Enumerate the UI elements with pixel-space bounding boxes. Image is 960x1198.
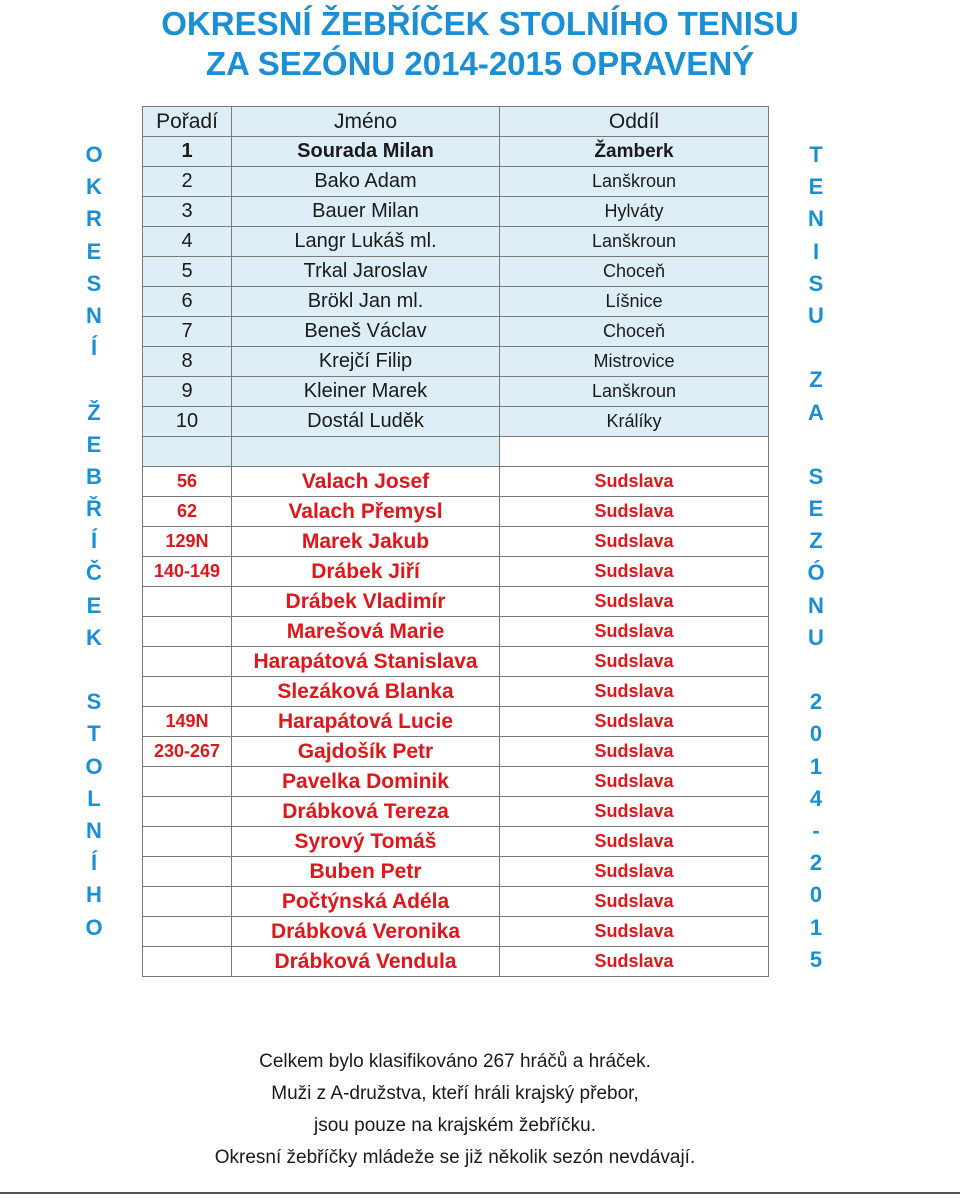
name-cell: Drábková Tereza — [232, 797, 500, 827]
right-vertical-caption — [796, 139, 836, 976]
table-row — [143, 407, 769, 437]
header-rank: Pořadí — [143, 107, 232, 137]
right-caption-letter: 2 — [809, 689, 823, 715]
right-caption-letter: S — [808, 270, 824, 296]
right-caption-letter: U — [808, 624, 824, 650]
name-cell: Bako Adam — [232, 167, 500, 197]
rank-cell: 149N — [143, 707, 232, 737]
table-row — [143, 287, 769, 317]
club-cell: Sudslava — [500, 737, 769, 767]
table-row-highlighted — [143, 917, 769, 947]
right-caption-letter: E — [808, 174, 824, 200]
table-row-highlighted — [143, 557, 769, 587]
name-cell: Beneš Václav — [232, 317, 500, 347]
left-caption-letter: N — [86, 302, 102, 328]
table-row — [143, 377, 769, 407]
name-cell: Dostál Luděk — [232, 407, 500, 437]
footer-note-1: Celkem bylo klasifikováno 267 hráčů a hráček. — [259, 1051, 651, 1072]
right-caption-letter: 5 — [809, 946, 823, 972]
club-cell: Sudslava — [500, 767, 769, 797]
left-caption-letter: Í — [90, 850, 98, 876]
header-club: Oddíl — [500, 107, 769, 137]
rank-cell: 3 — [143, 197, 232, 227]
table-row — [143, 137, 769, 167]
rank-cell: 230-267 — [143, 737, 232, 767]
right-caption-letter: 4 — [809, 785, 823, 811]
left-caption-letter: H — [86, 882, 102, 908]
club-cell: Sudslava — [500, 947, 769, 977]
right-caption-letter: N — [808, 206, 824, 232]
left-caption-letter: T — [87, 721, 101, 747]
rank-cell — [143, 437, 232, 467]
club-cell: Sudslava — [500, 827, 769, 857]
club-cell: Sudslava — [500, 887, 769, 917]
right-caption-letter: I — [812, 238, 820, 264]
rank-cell: 129N — [143, 527, 232, 557]
name-cell: Drábková Vendula — [232, 947, 500, 977]
table-row-highlighted — [143, 827, 769, 857]
name-cell: Sourada Milan — [232, 137, 500, 167]
left-caption-letter: K — [86, 624, 102, 650]
right-caption-letter: 2 — [809, 850, 823, 876]
table-row-highlighted — [143, 617, 769, 647]
right-caption-letter: N — [808, 592, 824, 618]
club-cell: Hylváty — [500, 197, 769, 227]
rank-cell: 2 — [143, 167, 232, 197]
header-name: Jméno — [232, 107, 500, 137]
rank-cell — [143, 947, 232, 977]
table-row-highlighted — [143, 887, 769, 917]
left-caption-letter: L — [87, 785, 101, 811]
rank-cell — [143, 677, 232, 707]
left-caption-letter: O — [85, 914, 103, 940]
table-row-highlighted — [143, 767, 769, 797]
footer-note-2: Muži z A-družstva, kteří hráli krajský přebor, — [271, 1083, 639, 1104]
club-cell: Sudslava — [500, 497, 769, 527]
rank-cell — [143, 647, 232, 677]
right-caption-letter: S — [808, 463, 824, 489]
club-cell: Sudslava — [500, 917, 769, 947]
club-cell: Žamberk — [500, 137, 769, 167]
table-row-highlighted — [143, 707, 769, 737]
name-cell: Valach Josef — [232, 467, 500, 497]
rank-cell — [143, 857, 232, 887]
rank-cell: 9 — [143, 377, 232, 407]
name-cell: Drábková Veronika — [232, 917, 500, 947]
club-cell: Králíky — [500, 407, 769, 437]
right-caption-letter: - — [812, 817, 820, 843]
table-row-highlighted — [143, 647, 769, 677]
ranking-table — [142, 106, 769, 977]
rank-cell: 5 — [143, 257, 232, 287]
club-cell: Sudslava — [500, 587, 769, 617]
club-cell: Choceň — [500, 317, 769, 347]
right-caption-letter — [796, 332, 836, 364]
left-caption-letter: O — [85, 142, 103, 167]
rank-cell: 8 — [143, 347, 232, 377]
right-caption-letter: Z — [809, 528, 823, 554]
name-cell: Bauer Milan — [232, 197, 500, 227]
rank-cell — [143, 797, 232, 827]
club-cell: Mistrovice — [500, 347, 769, 377]
name-cell: Krejčí Filip — [232, 347, 500, 377]
left-caption-letter: R — [86, 206, 102, 232]
club-cell: Sudslava — [500, 677, 769, 707]
name-cell: Kleiner Marek — [232, 377, 500, 407]
footer-note-4: Okresní žebříčky mládeže se již několik sezón nevdávají. — [214, 1147, 696, 1168]
right-caption-letter: A — [808, 399, 824, 425]
name-cell: Drábek Jiří — [232, 557, 500, 587]
name-cell: Langr Lukáš ml. — [232, 227, 500, 257]
name-cell: Marek Jakub — [232, 527, 500, 557]
club-cell: Sudslava — [500, 707, 769, 737]
rank-cell: 10 — [143, 407, 232, 437]
name-cell: Počtýnská Adéla — [232, 887, 500, 917]
name-cell: Marešová Marie — [232, 617, 500, 647]
name-cell: Pavelka Dominik — [232, 767, 500, 797]
table-header-row — [143, 107, 769, 137]
club-cell: Choceň — [500, 257, 769, 287]
left-caption-letter: E — [86, 431, 102, 457]
table-row — [143, 197, 769, 227]
rank-cell: 140-149 — [143, 557, 232, 587]
club-cell: Sudslava — [500, 797, 769, 827]
rank-cell — [143, 587, 232, 617]
right-caption-letter — [796, 429, 836, 461]
club-cell: Lanškroun — [500, 227, 769, 257]
right-caption-letter: Z — [809, 367, 823, 393]
rank-cell — [143, 917, 232, 947]
club-cell: Líšnice — [500, 287, 769, 317]
name-cell: Valach Přemysl — [232, 497, 500, 527]
rank-cell: 56 — [143, 467, 232, 497]
club-cell — [500, 437, 769, 467]
table-row-highlighted — [143, 947, 769, 977]
left-caption-letter: Ž — [87, 399, 101, 425]
name-cell: Drábek Vladimír — [232, 587, 500, 617]
left-caption-letter: Í — [90, 335, 98, 361]
table-row-highlighted — [143, 797, 769, 827]
left-caption-letter: O — [85, 753, 103, 779]
left-caption-letter: K — [86, 174, 102, 200]
title-line-2: ZA SEZÓNU 2014-2015 OPRAVENÝ — [205, 45, 755, 82]
rank-cell: 6 — [143, 287, 232, 317]
rank-cell: 7 — [143, 317, 232, 347]
club-cell: Lanškroun — [500, 377, 769, 407]
left-caption-letter: E — [86, 592, 102, 618]
table-row — [143, 257, 769, 287]
name-cell: Gajdošík Petr — [232, 737, 500, 767]
left-caption-letter: Ř — [86, 496, 102, 522]
table-row-highlighted — [143, 737, 769, 767]
name-cell — [232, 437, 500, 467]
right-caption-letter: 0 — [809, 882, 823, 908]
right-caption-letter: T — [809, 142, 823, 167]
club-cell: Sudslava — [500, 617, 769, 647]
left-caption-letter: E — [86, 238, 102, 264]
right-caption-letter: 1 — [809, 753, 823, 779]
club-cell: Sudslava — [500, 467, 769, 497]
name-cell: Brökl Jan ml. — [232, 287, 500, 317]
left-caption-letter: B — [86, 463, 102, 489]
left-caption-letter: Č — [86, 560, 102, 586]
name-cell: Trkal Jaroslav — [232, 257, 500, 287]
left-vertical-caption — [74, 139, 114, 944]
club-cell: Sudslava — [500, 647, 769, 677]
left-caption-letter: S — [86, 689, 102, 715]
left-caption-letter: N — [86, 817, 102, 843]
club-cell: Sudslava — [500, 527, 769, 557]
table-row-highlighted — [143, 857, 769, 887]
right-caption-letter: 0 — [809, 721, 823, 747]
rank-cell: 62 — [143, 497, 232, 527]
right-caption-letter: Ó — [807, 560, 825, 586]
table-spacer-row — [143, 437, 769, 467]
table-row-highlighted — [143, 467, 769, 497]
club-cell: Sudslava — [500, 557, 769, 587]
rank-cell: 4 — [143, 227, 232, 257]
name-cell: Slezáková Blanka — [232, 677, 500, 707]
left-caption-letter — [74, 654, 114, 686]
name-cell: Buben Petr — [232, 857, 500, 887]
right-caption-letter: E — [808, 496, 824, 522]
name-cell: Syrový Tomáš — [232, 827, 500, 857]
right-caption-letter: 1 — [809, 914, 823, 940]
table-row — [143, 167, 769, 197]
left-caption-letter: S — [86, 270, 102, 296]
table-row — [143, 227, 769, 257]
table-row-highlighted — [143, 497, 769, 527]
table-row-highlighted — [143, 677, 769, 707]
club-cell: Sudslava — [500, 857, 769, 887]
table-row-highlighted — [143, 527, 769, 557]
right-caption-letter: U — [808, 302, 824, 328]
table-row — [143, 347, 769, 377]
footer-note-3: jsou pouze na krajském žebříčku. — [314, 1115, 596, 1136]
rank-cell — [143, 887, 232, 917]
rank-cell — [143, 767, 232, 797]
left-caption-letter — [74, 364, 114, 396]
title-line-1: OKRESNÍ ŽEBŘÍČEK STOLNÍHO TENISU — [161, 5, 799, 42]
rank-cell — [143, 617, 232, 647]
rank-cell: 1 — [143, 137, 232, 167]
bottom-rule — [0, 1192, 960, 1194]
right-caption-letter — [796, 654, 836, 686]
table-row — [143, 317, 769, 347]
club-cell: Lanškroun — [500, 167, 769, 197]
name-cell: Harapátová Lucie — [232, 707, 500, 737]
left-caption-letter: Í — [90, 528, 98, 554]
table-row-highlighted — [143, 587, 769, 617]
rank-cell — [143, 827, 232, 857]
name-cell: Harapátová Stanislava — [232, 647, 500, 677]
